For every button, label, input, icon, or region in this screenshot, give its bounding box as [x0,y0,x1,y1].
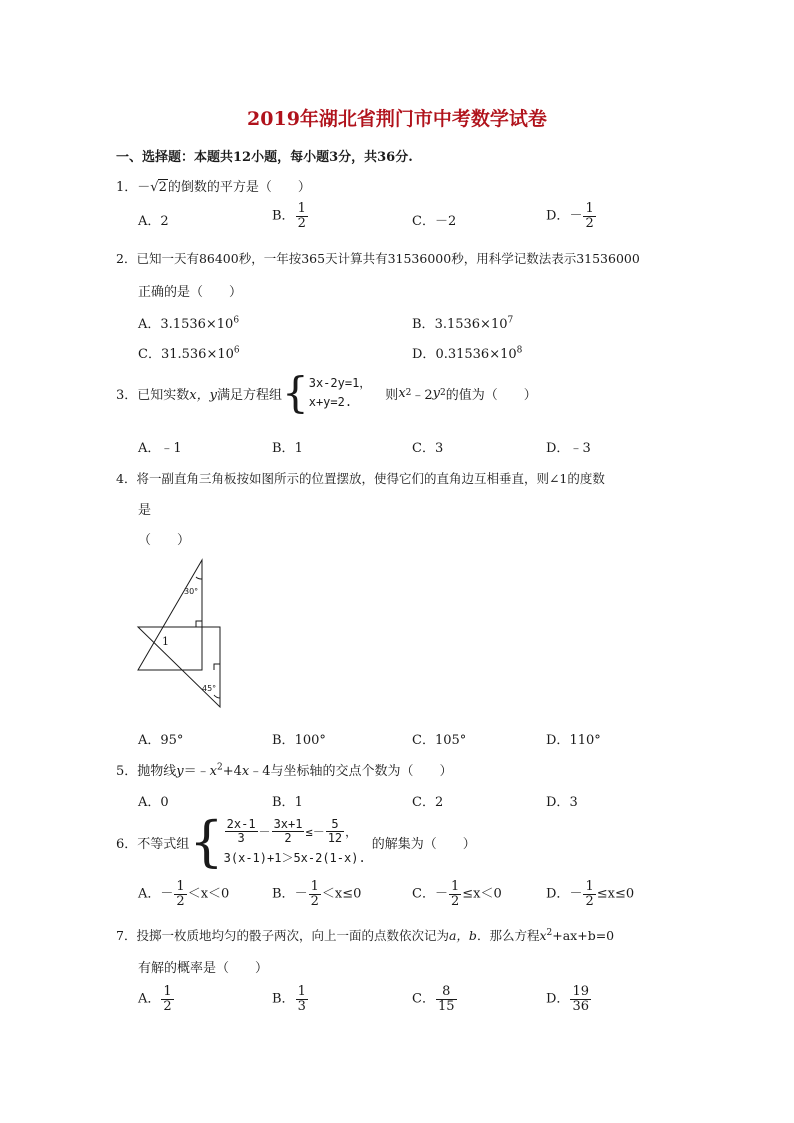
fraction [174,880,186,908]
radicand: 2 [158,180,167,195]
angle-1-label: 1 [162,635,169,648]
option-label: D． [546,991,570,1007]
equation-2: x+y=2. [308,395,353,409]
question-text: 的倒数的平方是（ ） [167,180,311,195]
fraction [583,202,595,230]
exponent: 8 [516,345,523,356]
fraction [309,880,321,908]
denominator: 2 [450,893,460,909]
question-text: 的值为（ ） [445,387,537,403]
option-label: A． [138,991,161,1007]
option-value: 3 [434,441,444,456]
option-value: 95° [160,733,184,748]
q3-option-a[interactable] [138,437,182,456]
variable-x: x [398,385,406,401]
fraction [449,880,461,908]
option-value: ＜x≤0 [321,886,362,902]
denominator: 2 [310,893,319,909]
option-value: 3.1536×10 [434,317,508,332]
option-label: B． [272,733,295,748]
fraction [272,818,305,844]
numerator: 1 [176,879,185,894]
minus-sign: － [258,824,271,839]
question-4-line2: 是 [138,503,152,518]
exponent: 2 [217,762,223,773]
denominator: 12 [327,830,343,845]
numerator: 1 [163,984,172,999]
option-label: C． [412,733,435,748]
numerator: 1 [450,879,460,894]
triangle-figure [130,555,230,715]
numerator: 1 [297,201,306,216]
q3-option-d[interactable] [546,437,591,456]
equals-minus: ＝﹣ [183,764,210,779]
question-2-line1: 2．已知一天有86400秒，一年按365天计算共有31536000秒，用科学记数法表示31536000 [116,251,640,266]
question-5-stem [116,760,453,779]
option-value: ≤x＜0 [462,886,502,902]
equation-1: 3x-2y=1， [308,375,372,390]
q7-option-a[interactable] [138,985,175,1013]
q4-option-a[interactable] [138,729,183,748]
section-heading: 一、选择题：本题共12小题，每小题3分，共36分. [116,150,413,165]
minus-sign: － [569,208,583,224]
exponent: 7 [507,315,514,326]
variable-x: x [209,764,217,779]
right-angle-mark [214,664,220,670]
denominator: 3 [297,998,306,1014]
numerator: 1 [310,879,319,894]
q2-option-d[interactable] [412,343,522,362]
q3-option-b[interactable] [272,437,303,456]
variables: a，b [448,928,477,943]
question-text: 则 [385,387,399,403]
fraction [296,202,308,230]
q1-option-d[interactable] [546,202,597,230]
variables: x，y [189,387,217,403]
minus-sign: － [137,180,151,195]
option-label: C． [412,214,435,229]
question-text: 满足方程组 [216,387,282,403]
option-label: A． [138,795,161,810]
triangle-30 [138,560,202,670]
question-6-stem [116,810,476,873]
option-value: 105° [434,733,467,748]
option-label: D． [546,795,570,810]
denominator: 3 [237,830,245,845]
option-value: ﹣1 [160,441,182,456]
q1-option-a[interactable] [138,210,169,229]
option-label: D． [546,733,570,748]
exponent: 2 [405,388,412,398]
system-brace: { [189,810,224,873]
option-label: C． [412,991,435,1007]
option-label: A． [138,441,161,456]
sqrt-symbol: √ [150,180,159,195]
denominator: 2 [176,893,185,909]
fraction [570,985,591,1013]
numerator: 1 [585,879,594,894]
q5-option-c[interactable] [412,791,443,810]
question-4-line1: 4．将一副直角三角板按如图所示的位置摆放，使得它们的直角边互相垂直，则∠1的度数 [116,471,605,486]
question-4-line3: （ ） [138,533,191,548]
option-value: 1 [294,441,303,456]
exponent: 6 [233,315,240,326]
right-angle-mark [196,621,202,627]
option-label: D． [546,441,570,456]
option-value: 0 [160,795,169,810]
minus-sign: － [160,886,174,902]
option-label: A． [138,317,161,332]
question-text: 7．投掷一枚质地均匀的骰子两次，向上一面的点数依次记为 [116,928,449,943]
equation-system [309,374,372,412]
system-brace: { [281,368,309,417]
option-label: D． [546,208,570,224]
option-label: C． [412,795,435,810]
fraction [225,818,258,844]
option-label: D． [546,886,570,902]
numerator: 1 [297,984,306,999]
option-label: C． [412,441,435,456]
numerator: 19 [572,984,589,999]
option-value: 31.536×10 [160,347,234,362]
denominator: 2 [297,215,306,231]
le-sign: ≤－ [305,824,325,839]
q5-option-a[interactable] [138,791,169,810]
option-label: B． [272,886,295,902]
angle-30-label: 30° [184,587,199,596]
option-value: ＜x＜0 [187,886,230,902]
question-text: 5．抛物线 [116,764,177,779]
variable-x: x [539,928,547,943]
question-3-stem [116,368,537,417]
option-label: A． [138,733,161,748]
exponent: 2 [546,927,553,938]
question-1-stem [116,176,311,195]
question-7-line1 [116,926,614,944]
option-label: B． [272,441,295,456]
question-7-line2: 有解的概率是（ ） [138,961,269,976]
option-label: C． [412,886,435,902]
q4-option-b[interactable] [272,729,326,748]
fraction [436,985,457,1013]
question-text: 6．不等式组 [116,836,190,852]
question-text: 的解集为（ ） [371,836,476,852]
question-text: ﹣4与坐标轴的交点个数为（ ） [249,764,453,779]
equation-tail: +ax+b=0 [552,928,615,943]
variable-y: y [176,764,184,779]
option-label: B． [412,317,435,332]
option-label: B． [272,795,295,810]
inequality-2: 3(x-1)+1＞5x-2(1-x). [223,850,366,865]
q3-option-c[interactable] [412,437,443,456]
q5-option-b[interactable] [272,791,303,810]
option-value: ≤x≤0 [596,886,635,902]
numerator: 2x-1 [226,816,256,831]
question-2-line2: 正确的是（ ） [138,285,243,300]
numerator: 8 [436,985,457,1000]
q2-option-c[interactable] [138,343,240,362]
option-label: A． [138,886,161,902]
inequality-1 [224,816,366,846]
option-label: B． [272,991,295,1007]
triangle-45 [138,627,220,707]
q2-option-b[interactable] [412,313,513,332]
option-value: 2 [434,795,444,810]
q1-option-c[interactable] [412,210,456,229]
q7-option-b[interactable] [272,985,309,1013]
denominator: 2 [163,998,172,1014]
q4-option-c[interactable] [412,729,466,748]
option-value: －2 [434,214,457,229]
question-text: 3．已知实数 [116,387,190,403]
denominator: 2 [585,893,594,909]
numerator: 3x+1 [273,816,303,831]
option-value: 0.31536×10 [435,347,517,362]
option-value: 110° [569,733,601,748]
minus-sign: － [294,886,308,902]
fraction [583,880,595,908]
q1-option-b[interactable] [272,202,309,230]
option-value: 3.1536×10 [160,317,234,332]
q4-option-d[interactable] [546,729,601,748]
numerator: 1 [585,201,594,216]
comma: ， [345,824,358,839]
q5-option-d[interactable] [546,791,578,810]
option-value: 3 [569,795,578,810]
variable-y: y [432,385,441,401]
variable-x: x [241,764,250,779]
angle-arc-45 [214,695,220,698]
option-label: B． [272,208,295,224]
denominator: 15 [437,998,455,1014]
question-number: 1． [116,180,138,195]
q6-option-a[interactable] [138,880,229,908]
denominator: 2 [284,830,292,845]
coefficient: ﹣2 [411,387,433,403]
angle-45-label: 45° [202,684,217,693]
q6-option-d[interactable] [546,880,634,908]
option-label: C． [138,347,161,362]
minus-sign: － [434,886,448,902]
option-value: ﹣3 [569,441,591,456]
q6-option-c[interactable] [412,880,502,908]
q7-option-d[interactable] [546,985,592,1013]
minus-sign: － [569,886,583,902]
exponent: 2 [440,388,446,398]
q6-option-b[interactable] [272,880,361,908]
numerator: 5 [326,818,344,832]
fraction [326,818,344,844]
question-text: ．那么方程 [476,928,540,943]
fraction [161,985,173,1013]
option-value: 1 [294,795,303,810]
option-label: D． [412,347,436,362]
fraction [296,985,308,1013]
q7-option-c[interactable] [412,985,458,1013]
angle-arc-30 [196,577,202,579]
denominator: 2 [585,215,594,231]
option-value: 100° [294,733,326,748]
denominator: 36 [572,998,589,1014]
option-value: 2 [160,214,169,229]
page-title: 2019年湖北省荆门市中考数学试卷 [247,108,547,130]
inequality-system [224,816,366,868]
option-label: A． [138,214,161,229]
q2-option-a[interactable] [138,313,239,332]
exponent: 6 [233,345,240,356]
coefficient: +4 [222,764,242,779]
